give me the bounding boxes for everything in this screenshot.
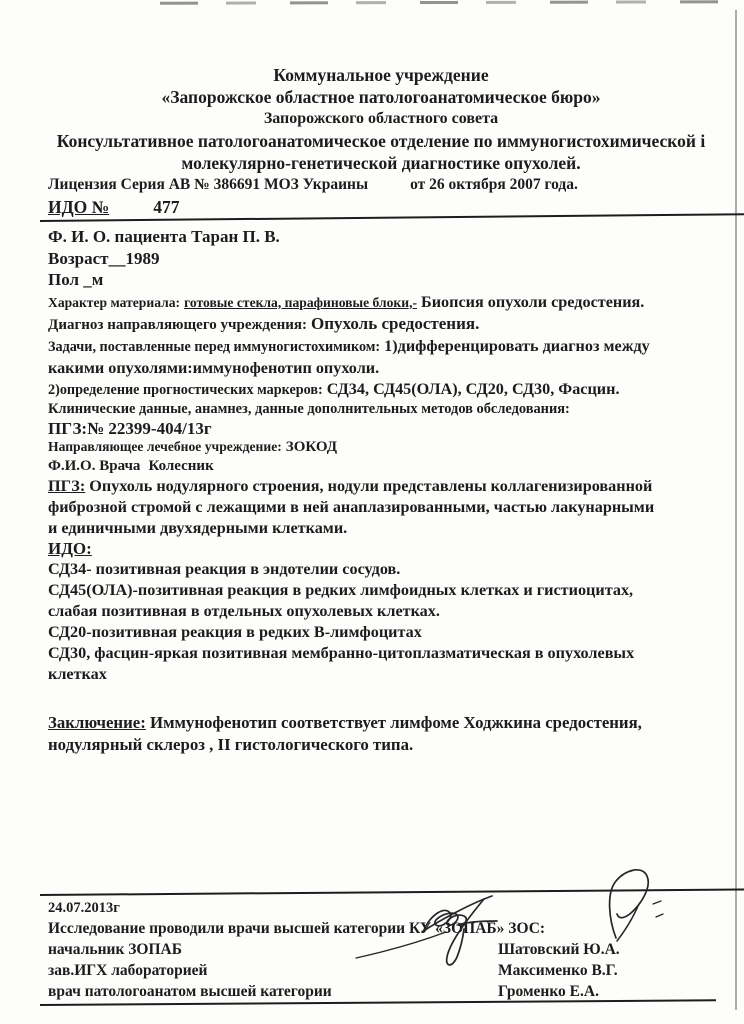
ido-results-block [48, 539, 714, 685]
diagnosis-value: Опухоль средостения. [311, 313, 480, 333]
signer-role: начальник ЗОПАБ [48, 940, 182, 958]
ido-results-label: ИДО: [48, 538, 92, 558]
signer-name: Максименко В.Г. [498, 961, 618, 979]
material-underlined: готовые стекла, парафиновые блоки,- [184, 294, 418, 310]
org-name-line2: «Запорожское областное патологоанатомическое бюро» [161, 87, 601, 107]
patient-age: Возраст__1989 [48, 248, 160, 268]
tasks-value-part1: 1)дифференцировать диагноз между [384, 336, 650, 355]
performed-by-line: Исследование проводили врачи высшей категории КУ «ЗОПАБ» ЗОС: [48, 919, 546, 937]
signer-row [48, 981, 714, 1002]
diagnosis-label: Диагноз направляющего учреждения: [48, 316, 308, 333]
cd45-result-line2: слабая позитивная в отдельных опухолевых клетках. [48, 601, 440, 620]
referral-block [48, 313, 714, 476]
signer-row [48, 939, 714, 960]
pgz-label: ПГЗ: [48, 476, 86, 495]
signer-role: зав.ИГХ лабораторией [48, 961, 208, 979]
material-value: Биопсия опухоли средостения. [421, 292, 645, 311]
tasks-line2: какими опухолями:иммунофенотип опухоли. [48, 358, 380, 377]
department-line1: Консультативное патологоанатомическое отделение по иммуногистохимической і [56, 131, 706, 151]
department-line2: молекулярно-генетической диагностике опухолей. [181, 153, 581, 173]
patient-block [48, 226, 714, 291]
license-number: Лицензия Серия АВ № 386691 МОЗ Украины [48, 176, 369, 193]
markers-value: СД34, СД45(ОЛА), СД20, СД30, Фасцин. [326, 379, 620, 398]
scan-edge-artifact-top [160, 0, 744, 5]
doctor-label: Ф.И.О. Врача [48, 457, 141, 474]
markers-label: 2)определение прогностических маркеров: [48, 381, 323, 398]
institution-label: Направляющее лечебное учреждение: [48, 438, 282, 454]
conclusion-block [48, 712, 714, 756]
license-date: от 26 октября 2007 года. [410, 176, 578, 193]
clinical-data-label: Клинические данные, анамнез, данные дополнительных методов обследования: [48, 400, 570, 417]
institution-value: ЗОКОД [285, 438, 338, 455]
report-date: 24.07.2013г [48, 899, 120, 916]
doctor-value: Колесник [148, 457, 214, 474]
pgz-desc-line3: и единичными двухядерными клетками. [48, 518, 348, 537]
signer-name: Шатовский Ю.А. [498, 940, 620, 958]
material-label: Характер материала: [48, 294, 181, 310]
signer-role: врач патологоанатом высшей категории [48, 982, 332, 1000]
doctor-line [48, 456, 714, 476]
cd45-result-line1: СД45(ОЛА)-позитивная реакция в редких лимфоидных клетках и гистиоцитах, [48, 580, 634, 599]
scan-edge-artifact-right [735, 10, 737, 1010]
signer-row [48, 960, 714, 981]
signature-block [48, 894, 714, 1006]
institution-line [48, 438, 714, 456]
conclusion-label: Заключение: [48, 712, 146, 732]
conclusion-line2: нодулярный склероз , II гистологического типа. [48, 734, 414, 754]
markers-line [48, 379, 714, 400]
tasks-line1 [48, 336, 714, 358]
footer-top-rule [40, 888, 744, 896]
org-name-line3: Запорожского областного совета [263, 110, 499, 127]
pgz-desc-line1 [48, 476, 714, 497]
conclusion-line1 [48, 712, 714, 734]
cd34-result: СД34- позитивная реакция в эндотелии сосудов. [48, 559, 401, 578]
org-name-line1: Коммунальное учреждение [273, 65, 489, 85]
pgz-number: ПГЗ:№ 22399-404/13г [48, 418, 212, 438]
ido-number: 477 [153, 197, 180, 217]
patient-sex: Пол _м [48, 270, 104, 289]
cd30-result-line1: СД30, фасцин-яркая позитивная мембранно-цитоплазматическая в опухолевых [48, 643, 635, 662]
tasks-label: Задачи, поставленные перед иммуногистохимиком: [48, 338, 381, 355]
material-line [48, 292, 714, 313]
patient-fio: Ф. И. О. пациента Таран П. В. [48, 227, 280, 246]
pgz-text-1: Опухоль нодулярного строения, нодули представлены коллагенизированной [89, 476, 653, 495]
signer-name: Громенко Е.А. [498, 982, 599, 1000]
pgz-description-block [48, 476, 714, 539]
conclusion-text-1: Иммунофенотип соответствует лимфоме Ходжкина средостения, [150, 712, 642, 732]
cd30-result-line2: клетках [48, 664, 107, 683]
license-line [48, 175, 714, 195]
pgz-desc-line2: фиброзной стромой с лежащими в ней анаплазированными, частью лакунарными [48, 497, 655, 516]
ido-label: ИДО № [48, 197, 110, 217]
cd20-result: СД20-позитивная реакция в редких В-лимфоцитах [48, 622, 422, 641]
diagnosis-line [48, 313, 714, 336]
